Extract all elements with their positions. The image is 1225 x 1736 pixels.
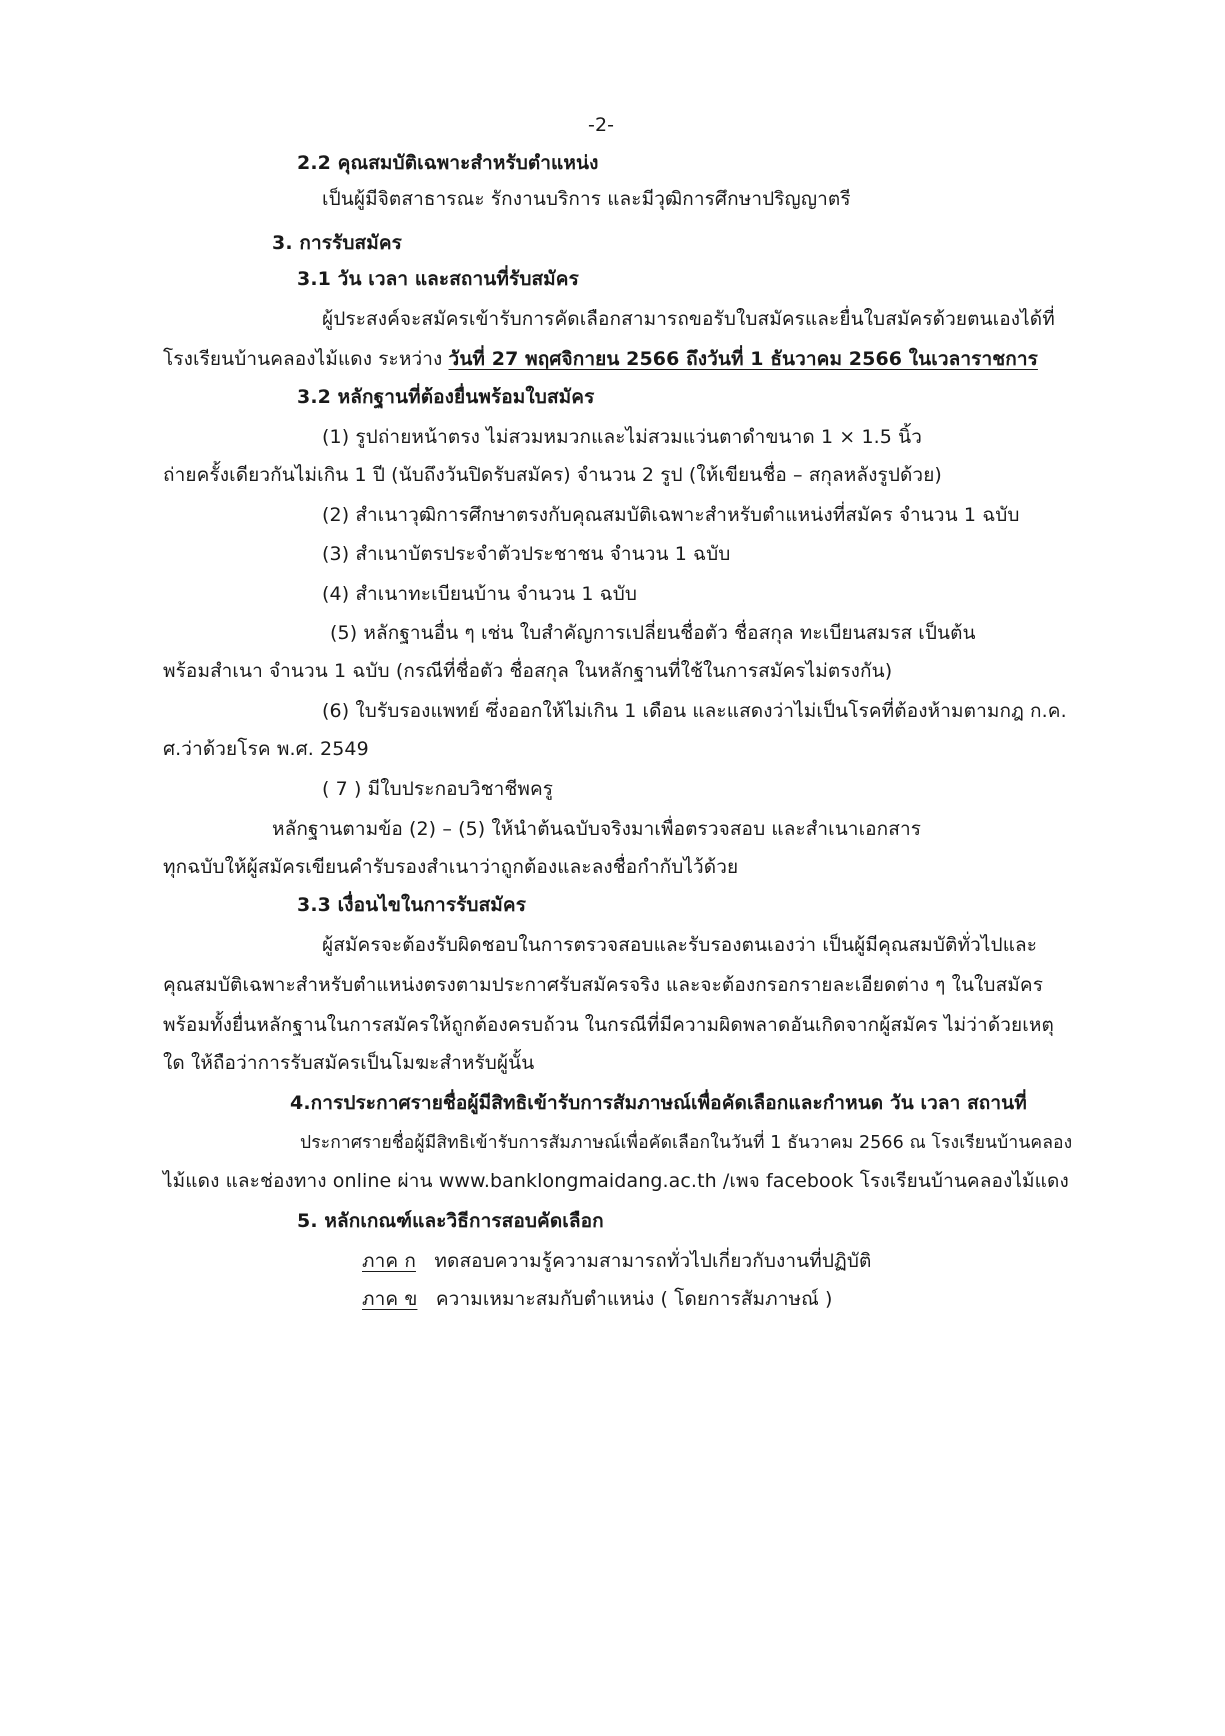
section-3-3-heading: 3.3 เงื่อนไขในการรับสมัคร xyxy=(297,894,527,916)
item-2: (2) สำเนาวุฒิการศึกษาตรงกับคุณสมบัติเฉพาะสำหรับตำแหน่งที่สมัคร จำนวน 1 ฉบับ xyxy=(322,504,1020,526)
section-3-1-heading: 3.1 วัน เวลา และสถานที่รับสมัคร xyxy=(297,268,579,290)
part-b-label: ภาค ข xyxy=(362,1288,418,1310)
part-b-text: ความเหมาะสมกับตำแหน่ง ( โดยการสัมภาษณ์ ) xyxy=(435,1288,833,1310)
section-4-line2: ไม้แดง และช่องทาง online ผ่าน www.banklongmaidang.ac.th /เพจ facebook โรงเรียนบ้านคลองไม้แดง xyxy=(163,1170,1069,1192)
section-4-heading: 4.การประกาศรายชื่อผู้มีสิทธิเข้ารับการสัมภาษณ์เพื่อคัดเลือกและกำหนด วัน เวลา สถานที่ xyxy=(290,1092,1027,1114)
section-5-heading: 5. หลักเกณฑ์และวิธีการสอบคัดเลือก xyxy=(297,1210,604,1232)
section-2-2-body: เป็นผู้มีจิตสาธารณะ รักงานบริการ และมีวุฒิการศึกษาปริญญาตรี xyxy=(322,188,851,210)
part-a-text: ทดสอบความรู้ความสามารถทั่วไปเกี่ยวกับงานที่ปฏิบัติ xyxy=(434,1250,872,1272)
section-4-line1: ประกาศรายชื่อผู้มีสิทธิเข้ารับการสัมภาษณ์เพื่อคัดเลือกในวันที่ 1 ธันวาคม 2566 ณ โรงเรียนบ้านคลอง xyxy=(300,1133,1073,1153)
section-3-3-line2: คุณสมบัติเฉพาะสำหรับตำแหน่งตรงตามประกาศรับสมัครจริง และจะต้องกรอกรายละเอียดต่าง ๆ ในใบสมัคร xyxy=(163,974,1044,996)
part-b xyxy=(362,1286,833,1312)
application-period: วันที่ 27 พฤศจิกายน 2566 ถึงวันที่ 1 ธันวาคม 2566 ในเวลาราชการ xyxy=(448,348,1038,370)
section-3-2-heading: 3.2 หลักฐานที่ต้องยื่นพร้อมใบสมัคร xyxy=(297,386,595,408)
section-3-3-line3: พร้อมทั้งยื่นหลักฐานในการสมัครให้ถูกต้องครบถ้วน ในกรณีที่มีความผิดพลาดอันเกิดจากผู้สมัคร ไม่ว่าด้วยเหตุ xyxy=(163,1014,1054,1036)
section-3-heading: 3. การรับสมัคร xyxy=(272,232,402,254)
item-7: ( 7 ) มีใบประกอบวิชาชีพครู xyxy=(322,778,554,800)
section-3-1-line1: ผู้ประสงค์จะสมัครเข้ารับการคัดเลือกสามารถขอรับใบสมัครและยื่นใบสมัครด้วยตนเองได้ที่ xyxy=(322,308,1055,330)
section-2-2-heading: 2.2 คุณสมบัติเฉพาะสำหรับตำแหน่ง xyxy=(297,152,599,174)
section-3-1-line2-prefix: โรงเรียนบ้านคลองไม้แดง ระหว่าง xyxy=(163,348,449,370)
evidence-note-line1: หลักฐานตามข้อ (2) – (5) ให้นำต้นฉบับจริงมาเพื่อตรวจสอบ และสำเนาเอกสาร xyxy=(272,818,922,840)
item-5-line1: (5) หลักฐานอื่น ๆ เช่น ใบสำคัญการเปลี่ยนชื่อตัว ชื่อสกุล ทะเบียนสมรส เป็นต้น xyxy=(330,622,976,644)
section-3-1-line2 xyxy=(163,346,1038,372)
part-a-label: ภาค ก xyxy=(362,1250,416,1272)
item-6-line2: ศ.ว่าด้วยโรค พ.ศ. 2549 xyxy=(163,738,369,760)
item-1-line2: ถ่ายครั้งเดียวกันไม่เกิน 1 ปี (นับถึงวันปิดรับสมัคร) จำนวน 2 รูป (ให้เขียนชื่อ – สกุลหลังรูปด้วย) xyxy=(163,464,942,486)
part-a xyxy=(362,1248,871,1274)
section-3-3-line4: ใด ให้ถือว่าการรับสมัครเป็นโมฆะสำหรับผู้นั้น xyxy=(163,1052,535,1074)
item-6-line1: (6) ใบรับรองแพทย์ ซึ่งออกให้ไม่เกิน 1 เดือน และแสดงว่าไม่เป็นโรคที่ต้องห้ามตามกฎ ก.ค. xyxy=(322,700,1067,722)
item-1-line1: (1) รูปถ่ายหน้าตรง ไม่สวมหมวกและไม่สวมแว่นตาดำขนาด 1 × 1.5 นิ้ว xyxy=(322,426,922,448)
page-number: -2- xyxy=(588,114,615,136)
item-5-line2: พร้อมสำเนา จำนวน 1 ฉบับ (กรณีที่ชื่อตัว ชื่อสกุล ในหลักฐานที่ใช้ในการสมัครไม่ตรงกัน) xyxy=(163,660,893,682)
evidence-note-line2: ทุกฉบับให้ผู้สมัครเขียนคำรับรองสำเนาว่าถูกต้องและลงชื่อกำกับไว้ด้วย xyxy=(163,856,739,878)
section-3-3-line1: ผู้สมัครจะต้องรับผิดชอบในการตรวจสอบและรับรองตนเองว่า เป็นผู้มีคุณสมบัติทั่วไปและ xyxy=(322,934,1038,956)
item-4: (4) สำเนาทะเบียนบ้าน จำนวน 1 ฉบับ xyxy=(322,583,638,605)
item-3: (3) สำเนาบัตรประจำตัวประชาชน จำนวน 1 ฉบับ xyxy=(322,543,731,565)
